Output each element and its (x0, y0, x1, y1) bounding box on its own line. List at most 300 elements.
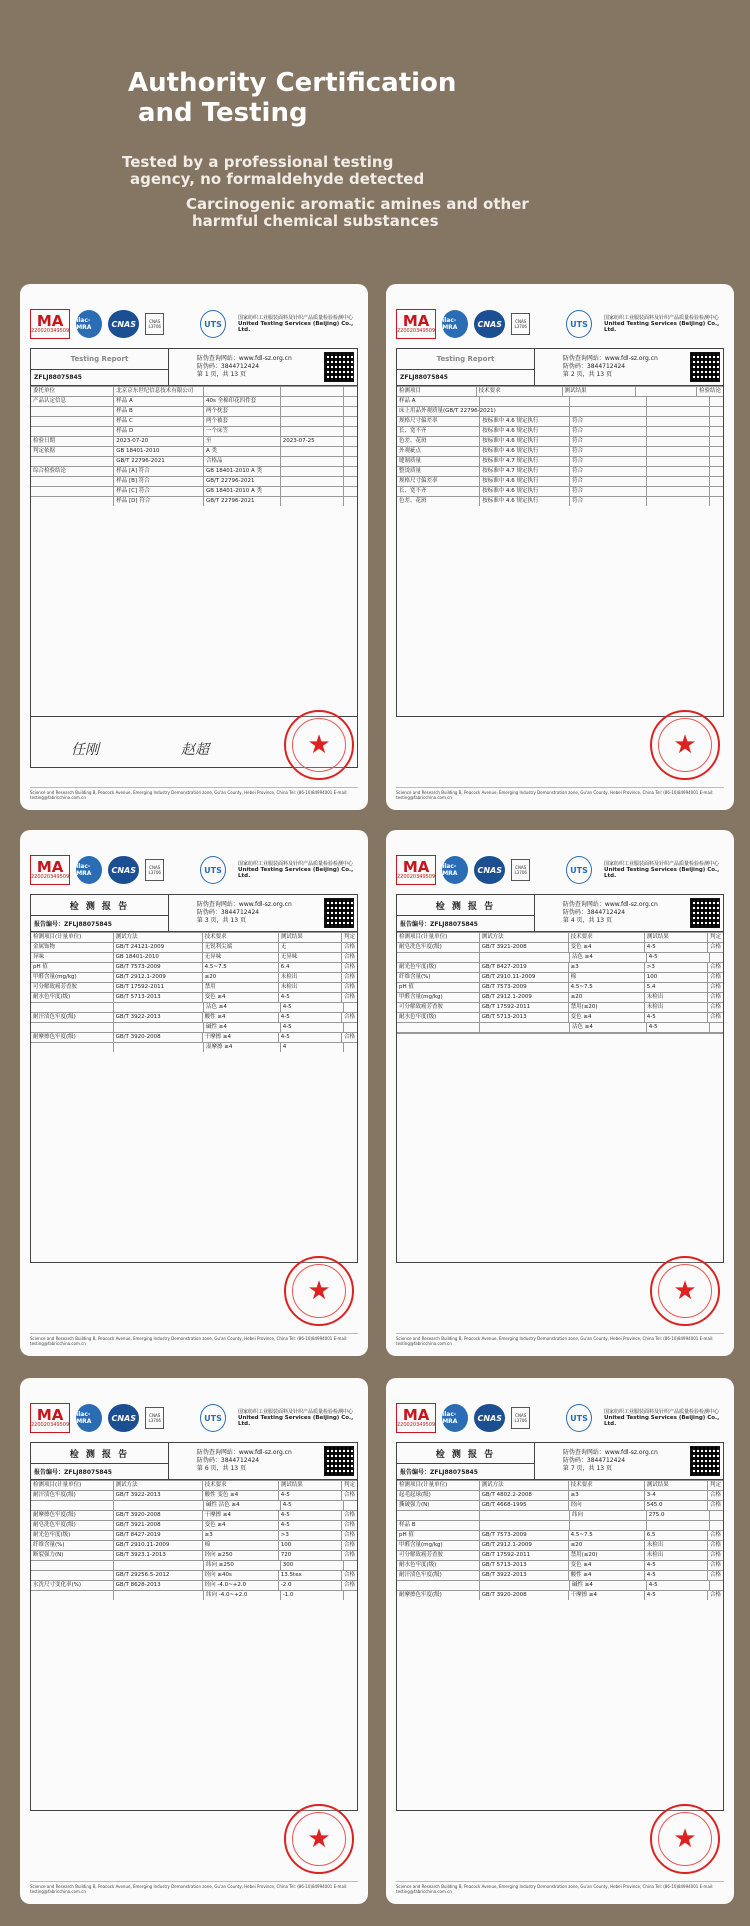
table-cell: 2023-07-25 (280, 437, 344, 446)
table-cell: 纬向 ≥250 (203, 1561, 280, 1570)
report-table (396, 386, 724, 717)
table-cell: 测试方法 (479, 933, 568, 942)
verification-code: 防伪码：3844712424 (196, 909, 260, 916)
table-cell: 合格 (341, 1013, 357, 1022)
table-row (31, 496, 357, 506)
table-cell: 样品 [B] 符合 (113, 477, 203, 486)
table-cell: 样品 A (113, 397, 203, 406)
table-cell: 合格 (341, 943, 357, 952)
table-cell: 产品认定信息 (33, 398, 67, 404)
table-cell: 4 (280, 1043, 344, 1052)
table-cell (569, 1521, 646, 1530)
qr-code (690, 1446, 720, 1476)
table-row (31, 962, 357, 972)
table-cell: 判定 (707, 933, 723, 942)
table-cell: GB/T 7573-2009 (479, 1531, 568, 1540)
table-cell: 未检出 (644, 1551, 707, 1560)
qr-code (324, 352, 354, 382)
table-cell: 两个被套 (203, 417, 280, 426)
table-cell (709, 1581, 723, 1590)
table-cell: 测试结果 (644, 933, 707, 942)
table-cell: 沾色 ≥4 (203, 1003, 280, 1012)
table-cell: 4-5 (280, 1023, 344, 1032)
table-cell (343, 457, 357, 466)
hero-subtitle-1-line-1: Tested by a professional testing (122, 153, 394, 171)
table-cell: GB/T 17592-2011 (113, 983, 202, 992)
table-cell: 检测项目 (399, 388, 422, 394)
table-cell (113, 1501, 203, 1510)
ma-logo-number: 220020349509 (397, 328, 436, 334)
table-row (31, 446, 357, 456)
table-cell: 测试方法 (113, 1481, 202, 1490)
table-cell: 合格 (341, 1531, 357, 1540)
table-row (31, 1480, 357, 1490)
table-row (397, 1580, 723, 1590)
table-cell (343, 427, 357, 436)
table-cell: 合格 (341, 1521, 357, 1530)
table-row (31, 486, 357, 496)
table-row (397, 1540, 723, 1550)
table-cell: GB/T 2910.11-2009 (479, 973, 568, 982)
verification-website: 防伪查询网站：www.fdl-sz.org.cn (562, 901, 658, 908)
official-seal-star-icon: ★ (650, 1256, 720, 1326)
table-cell: 甲醛含量(mg/kg) (399, 1542, 443, 1548)
table-row (31, 426, 357, 436)
table-cell: 经向 ≥250 (202, 1551, 278, 1560)
table-cell (31, 1571, 113, 1580)
table-cell: 规格尺寸偏差率 (399, 418, 438, 424)
table-cell: 床上用品外观质量(GB/T 22796-2021) (399, 408, 496, 414)
table-cell: GB 18401-2010 A 类 (203, 487, 280, 496)
hero-subtitle-2-line-1: Carcinogenic aromatic amines and other (186, 195, 529, 213)
verification-website: 防伪查询网站：www.fdl-sz.org.cn (196, 355, 292, 362)
organization-name-cn: 国家纺织工业服装面料及针织产品质量检验检测中心 (604, 315, 720, 321)
qr-code (324, 1446, 354, 1476)
table-row (397, 1550, 723, 1560)
signature: 任刚 (71, 742, 99, 758)
table-cell: 耐摩擦色牢度(级) (33, 1512, 76, 1518)
verification-code: 防伪码：3844712424 (196, 363, 260, 370)
table-cell: ≤20 (568, 993, 644, 1002)
table-cell: GB 18401-2010 (113, 953, 202, 962)
table-cell: 判定 (707, 1481, 723, 1490)
table-cell (343, 1501, 357, 1510)
table-cell (343, 1003, 357, 1012)
verification-code: 防伪码：3844712424 (196, 1457, 260, 1464)
table-cell: 合格 (341, 993, 357, 1002)
table-cell: 耐水色牢度(级) (33, 994, 71, 1000)
table-cell (397, 1023, 479, 1032)
table-cell: 未检出 (278, 973, 341, 982)
official-seal-star-icon: ★ (650, 1804, 720, 1874)
table-row (31, 1042, 357, 1052)
table-cell (569, 397, 646, 406)
table-cell: 无 (278, 943, 341, 952)
report-card (386, 284, 734, 810)
report-number: ZFLJ88075845 (34, 374, 82, 381)
table-cell: 长、宽不齐 (399, 488, 427, 494)
table-cell (343, 487, 357, 496)
table-cell: >3 (644, 963, 707, 972)
table-cell: 样品 [A] 符合 (113, 467, 203, 476)
table-row (397, 962, 723, 972)
table-cell (646, 487, 710, 496)
table-cell: 耐皂洗色牢度(级) (33, 1522, 76, 1528)
uts-logo: UTS (566, 856, 592, 884)
table-cell: 判定 (341, 1481, 357, 1490)
table-cell: 4-5 (644, 943, 707, 952)
page-number: 第 2 页，共 13 页 (562, 371, 612, 378)
table-cell: 合格 (707, 1013, 723, 1022)
table-cell: 合格 (707, 1551, 723, 1560)
table-cell: 100 (278, 1541, 341, 1550)
table-cell (479, 953, 569, 962)
table-cell (113, 1003, 203, 1012)
table-cell: GB/T 17592-2011 (479, 1551, 568, 1560)
report-title: 检 测 报 告 (31, 895, 168, 916)
table-cell: 委托单位 (33, 388, 56, 394)
table-cell: 合格 (341, 1581, 357, 1590)
qr-code (690, 352, 720, 382)
ilac-logo: ilac-MRA (442, 310, 468, 338)
table-cell: 2023-07-20 (113, 437, 203, 446)
report-footer: Science and Research Building B, Peacock Avenue, Emerging Industry Demonstration zone, Gu'an County, Hebei Province, China Tel: (86-10)84994001 E-mail: testing@fabricchina.com.cn (396, 787, 724, 800)
table-cell: 合格 (341, 983, 357, 992)
cnas-sub-logo: CNAS L3706 (511, 1407, 530, 1429)
table-cell (709, 417, 723, 426)
table-cell: 判定依据 (33, 448, 56, 454)
table-cell: 按标准中 4.7 规定执行 (479, 467, 569, 476)
table-cell (646, 477, 710, 486)
table-cell (646, 437, 710, 446)
signature: 赵超 (181, 742, 209, 758)
report-table (396, 932, 724, 1263)
table-row (397, 1012, 723, 1022)
table-cell: GB/T 3921-2008 (113, 1521, 202, 1530)
table-cell: 合格 (707, 993, 723, 1002)
table-cell: 合格 (341, 1551, 357, 1560)
table-cell: 合格 (707, 1501, 723, 1510)
table-cell: 干摩擦 ≥4 (202, 1511, 278, 1520)
table-cell: 4.5~7.5 (568, 983, 644, 992)
table-cell: A 类 (203, 447, 280, 456)
table-cell: 检验结论 (696, 387, 723, 396)
table-cell (479, 1511, 569, 1520)
table-cell (646, 447, 710, 456)
qr-code (690, 898, 720, 928)
table-row (397, 972, 723, 982)
table-cell: GB/T 5713-2013 (479, 1013, 568, 1022)
table-cell: pH 值 (399, 1532, 414, 1538)
table-cell: 变色 ≥4 (568, 943, 644, 952)
table-cell: ≥3 (568, 963, 644, 972)
table-row (397, 486, 723, 496)
table-cell: 检测项目(计量单位) (399, 1482, 448, 1488)
table-cell (397, 953, 479, 962)
ilac-logo: ilac-MRA (76, 856, 102, 884)
table-cell: 干摩擦 ≥4 (568, 1591, 644, 1600)
table-cell: 耐汗渍色牢度(级) (33, 1492, 76, 1498)
table-cell (709, 407, 723, 416)
table-cell: 按标准中 4.6 规定执行 (479, 447, 569, 456)
table-row (31, 436, 357, 446)
table-cell: 合格 (707, 1531, 723, 1540)
table-cell: 未检出 (644, 1541, 707, 1550)
table-cell: ≥3 (202, 1531, 278, 1540)
uts-logo: UTS (566, 310, 592, 338)
table-cell (113, 1591, 203, 1600)
ma-logo (396, 309, 436, 339)
table-row (397, 1570, 723, 1580)
table-cell: 耐光色牢度(级) (33, 1532, 71, 1538)
table-cell: >3 (278, 1531, 341, 1540)
table-row (397, 1002, 723, 1012)
table-row (397, 436, 723, 446)
table-cell: 测试结果 (278, 933, 341, 942)
official-seal-star-icon: ★ (650, 710, 720, 780)
table-cell (31, 487, 113, 496)
table-cell: 酸性 ≥4 (202, 1013, 278, 1022)
table-cell: 一个床笠 (203, 427, 280, 436)
table-row (397, 1510, 723, 1520)
table-cell (709, 487, 723, 496)
table-cell: GB/T 2912.1-2009 (113, 973, 202, 982)
table-cell (397, 1511, 479, 1520)
table-cell: GB/T 3922-2013 (479, 1571, 568, 1580)
table-cell (569, 407, 646, 416)
table-cell: 沾色 ≥4 (569, 1023, 646, 1032)
table-cell: 判定 (341, 933, 357, 942)
table-cell (280, 477, 344, 486)
table-cell: 5.4 (644, 983, 707, 992)
table-cell: 无异味 (278, 953, 341, 962)
table-cell: GB/T 17592-2011 (479, 1003, 568, 1012)
table-cell: 合格 (341, 1511, 357, 1520)
table-row (31, 1580, 357, 1590)
table-cell: 545.0 (644, 1501, 707, 1510)
report-number: ZFLJ88075845 (400, 374, 448, 381)
table-cell: GB/T 4802.2-2008 (479, 1491, 568, 1500)
table-row (31, 1500, 357, 1510)
table-row (397, 426, 723, 436)
table-cell (280, 457, 344, 466)
cnas-sub-logo: CNAS L3706 (145, 313, 164, 335)
table-cell: 按标准中 4.6 规定执行 (479, 427, 569, 436)
table-cell: 合格 (707, 1003, 723, 1012)
table-row (31, 972, 357, 982)
table-row (31, 1022, 357, 1032)
uts-logo: UTS (566, 1404, 592, 1432)
table-cell: 按标准中 4.6 规定执行 (479, 487, 569, 496)
table-cell: 可分解致癌芳香胺 (399, 1004, 444, 1010)
table-row (31, 1530, 357, 1540)
table-cell: 耐摩擦色牢度(级) (33, 1034, 76, 1040)
report-table (30, 1480, 358, 1811)
table-cell (709, 1511, 723, 1520)
report-card (20, 830, 368, 1356)
verification-website: 防伪查询网站：www.fdl-sz.org.cn (196, 901, 292, 908)
report-title: Testing Report (397, 349, 534, 370)
ma-logo (30, 309, 70, 339)
table-row (31, 406, 357, 416)
ma-logo (30, 1403, 70, 1433)
table-row (31, 466, 357, 476)
table-cell: 6.4 (278, 963, 341, 972)
table-cell (31, 427, 113, 436)
table-cell: ≤20 (202, 973, 278, 982)
table-cell: 北京京东世纪信息技术有限公司 (113, 387, 203, 396)
table-row (31, 1560, 357, 1570)
table-cell (709, 477, 723, 486)
uts-logo: UTS (200, 1404, 226, 1432)
table-cell (397, 1581, 479, 1590)
table-cell: 4-5 (644, 1571, 707, 1580)
table-cell (479, 1521, 569, 1530)
ma-logo-text: MA (402, 312, 430, 330)
table-cell: 按标准中 4.6 规定执行 (479, 497, 569, 506)
table-cell: 干摩擦 ≥4 (202, 1033, 278, 1042)
certification-logos (30, 306, 358, 342)
report-header (30, 348, 358, 386)
table-cell (31, 1561, 113, 1570)
hero-title-line-2: and Testing (138, 98, 308, 128)
report-footer: Science and Research Building B, Peacock Avenue, Emerging Industry Demonstration zone, Gu'an County, Hebei Province, China Tel: (86-10)84994001 E-mail: testing@fabricchina.com.cn (396, 1881, 724, 1894)
table-cell: 4-5 (278, 1033, 341, 1042)
table-cell: 技术要求 (568, 1481, 644, 1490)
report-title: 检 测 报 告 (397, 1443, 534, 1464)
table-cell: 无异味 (202, 953, 278, 962)
ma-logo-text: MA (36, 858, 64, 876)
table-cell (646, 1521, 710, 1530)
table-cell: 合格 (341, 1491, 357, 1500)
page-number: 第 1 页，共 13 页 (196, 371, 246, 378)
table-row (397, 416, 723, 426)
uts-logo: UTS (200, 310, 226, 338)
table-cell (31, 477, 113, 486)
table-row (397, 1490, 723, 1500)
table-cell: 275.0 (646, 1511, 710, 1520)
table-cell: 禁用(≤20) (568, 1003, 644, 1012)
table-row (397, 1033, 723, 1034)
table-cell (343, 1043, 357, 1052)
hero-subtitle-1-line-2: agency, no formaldehyde detected (130, 170, 425, 188)
ma-logo-text: MA (36, 312, 64, 330)
ma-logo-text: MA (36, 1406, 64, 1424)
table-cell: 按标准中 4.6 规定执行 (479, 417, 569, 426)
organization-name-en: United Testing Services (Beijing) Co., Ltd. (238, 1415, 354, 1427)
table-cell: 合格 (707, 963, 723, 972)
report-card (20, 1378, 368, 1904)
report-header (30, 894, 358, 932)
table-cell: 缝制质量 (399, 458, 422, 464)
table-cell: 样品 [D] 符合 (113, 497, 203, 506)
certification-logos (396, 852, 724, 888)
table-cell: 合格 (707, 1561, 723, 1570)
uts-logo: UTS (200, 856, 226, 884)
table-cell (709, 497, 723, 506)
cnas-logo: CNAS (474, 310, 505, 338)
table-cell: 符合 (569, 467, 646, 476)
table-cell: 合格 (341, 1571, 357, 1580)
table-cell: 测试方法 (479, 1481, 568, 1490)
table-row (31, 1520, 357, 1530)
table-row (31, 1540, 357, 1550)
table-row (397, 1022, 723, 1032)
table-cell: 棉 (202, 1541, 278, 1550)
table-cell (31, 1023, 113, 1032)
table-cell (709, 447, 723, 456)
table-cell: 变色 ≥4 (568, 1013, 644, 1022)
hero-subtitle-2-line-2: harmful chemical substances (192, 212, 439, 230)
table-cell (479, 407, 569, 416)
table-cell (280, 407, 344, 416)
table-cell: GB/T 3920-2008 (113, 1033, 202, 1042)
table-row (397, 386, 723, 396)
table-cell: 纤维含量(%) (399, 974, 431, 980)
table-cell: 金属饰物 (33, 944, 56, 950)
report-title: 检 测 报 告 (31, 1443, 168, 1464)
organization-name-en: United Testing Services (Beijing) Co., Ltd. (604, 321, 720, 333)
verification-code: 防伪码：3844712424 (562, 909, 626, 916)
table-cell: -1.0 (280, 1591, 344, 1600)
hero-subtitle-2 (186, 196, 529, 230)
table-cell: 耐摩擦色牢度(级) (399, 1592, 442, 1598)
table-cell: 样品 D (113, 427, 203, 436)
table-cell (280, 497, 344, 506)
table-cell: 符合 (569, 447, 646, 456)
table-cell: 4-5 (278, 1511, 341, 1520)
table-cell: 测试结果 (278, 1481, 341, 1490)
table-cell: 测试方法 (113, 933, 202, 942)
table-row (397, 466, 723, 476)
table-row (31, 386, 357, 396)
table-cell (31, 1043, 113, 1052)
table-cell: 6.5 (644, 1531, 707, 1540)
page-number: 第 6 页，共 13 页 (196, 1465, 246, 1472)
table-cell: 3-4 (644, 1491, 707, 1500)
table-row (31, 982, 357, 992)
cnas-logo: CNAS (108, 1404, 139, 1432)
report-card (386, 1378, 734, 1904)
table-cell: 符合 (569, 497, 646, 506)
table-cell: 13.5tex (278, 1571, 341, 1580)
table-cell: 两个枕套 (203, 407, 280, 416)
table-cell (203, 387, 280, 396)
table-cell (343, 497, 357, 506)
organization-name-en: United Testing Services (Beijing) Co., Ltd. (604, 1415, 720, 1427)
table-cell: 纬向 -4.0~+2.0 (203, 1591, 280, 1600)
table-cell: 按标准中 4.6 规定执行 (479, 477, 569, 486)
table-row (397, 932, 723, 942)
hero-title-line-1: Authority Certification (128, 68, 457, 98)
table-cell: 4-5 (646, 1023, 710, 1032)
table-cell: GB/T 22796-2021 (113, 457, 203, 466)
table-cell: 按标准中 4.7 规定执行 (479, 457, 569, 466)
table-cell (343, 467, 357, 476)
table-cell: -2.0 (278, 1581, 341, 1590)
table-cell: GB 18401-2010 (113, 447, 203, 456)
table-cell: GB/T 7573-2009 (479, 983, 568, 992)
table-cell (280, 397, 344, 406)
report-card (20, 284, 368, 810)
table-cell: 样品 C (113, 417, 203, 426)
table-cell: GB/T 8628-2013 (113, 1581, 202, 1590)
table-cell: 长、宽不齐 (399, 428, 427, 434)
table-row (397, 396, 723, 406)
table-cell (646, 497, 710, 506)
table-cell (709, 1023, 723, 1032)
table-cell (343, 1591, 357, 1600)
